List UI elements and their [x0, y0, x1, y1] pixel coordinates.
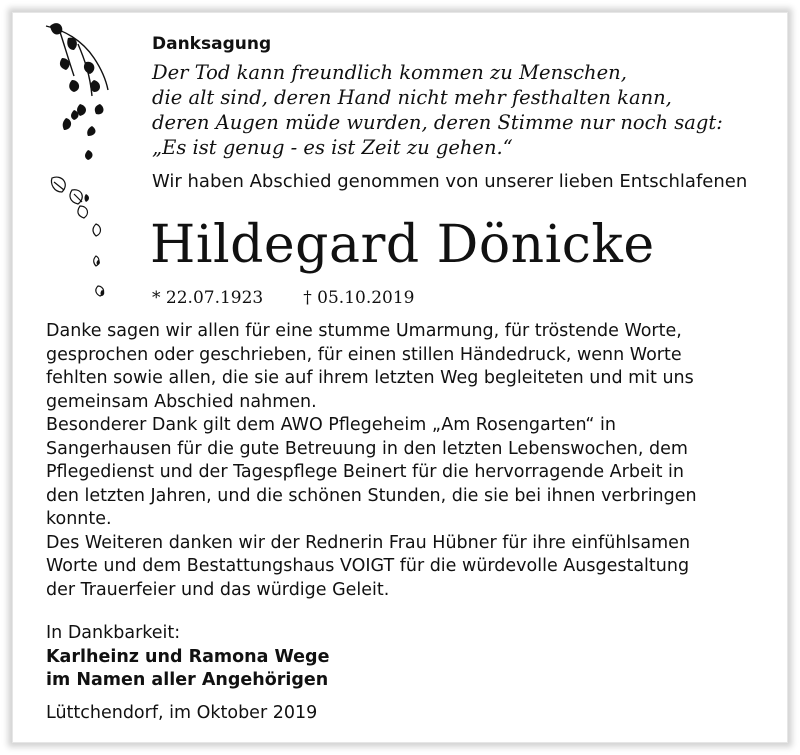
thanks-body [46, 320, 786, 602]
body-line: Pflegedienst und der Tagespflege Beinert für die hervorragende Arbeit in [46, 462, 684, 482]
body-line: Worte und dem Bestattungshaus VOIGT für die würdevolle Ausgestaltung [46, 556, 690, 576]
heading: Danksagung [152, 34, 272, 54]
body-line: Danke sagen wir allen für eine stumme Umarmung, für tröstende Worte, [46, 321, 682, 341]
poem-line: „Es ist genug - es ist Zeit zu gehen.“ [152, 136, 513, 159]
poem-line: Der Tod kann freundlich kommen zu Menschen, [152, 61, 627, 84]
life-dates [152, 286, 415, 310]
intro-text: Wir haben Abschied genommen von unserer lieben Entschlafenen [152, 171, 748, 192]
closing-line: In Dankbarkeit: [46, 623, 181, 643]
body-line: gesprochen oder geschrieben, für einen stillen Händedruck, wenn Worte [46, 344, 682, 365]
body-line: Des Weiteren danken wir der Rednerin Frau Hübner für ihre einfühlsamen [46, 532, 691, 553]
birth-date: * 22.07.1923 [152, 288, 264, 308]
body-line: der Trauerfeier und das würdige Geleit. [46, 579, 390, 600]
signers-names: Karlheinz und Ramona Wege [46, 646, 330, 667]
body-line: gemeinsam Abschied nahmen. [46, 391, 317, 412]
death-date: † 05.10.2019 [303, 288, 415, 308]
closing [46, 622, 329, 693]
falling-leaves-icon [24, 18, 134, 318]
poem-line: deren Augen müde wurden, deren Stimme nur noch sagt: [152, 111, 723, 134]
body-line: fehlten sowie allen, die sie auf ihrem letzten Weg begleiteten und mit uns [46, 368, 694, 388]
deceased-name: Hildegard Dönicke [150, 215, 655, 275]
body-line: den letzten Jahren, und die schönen Stunden, die sie bei ihnen verbringen [46, 485, 697, 506]
place-date: Lüttchendorf, im Oktober 2019 [46, 703, 318, 723]
signers-relation: im Namen aller Angehörigen [46, 670, 329, 690]
body-line: Sangerhausen für die gute Betreuung in den letzten Lebenswochen, dem [46, 438, 688, 459]
body-line: konnte. [46, 509, 112, 529]
poem-line: die alt sind, deren Hand nicht mehr festhalten kann, [152, 86, 672, 109]
body-line: Besonderer Dank gilt dem AWO Pflegeheim „Am Rosengarten“ in [46, 415, 616, 435]
poem [152, 60, 782, 160]
